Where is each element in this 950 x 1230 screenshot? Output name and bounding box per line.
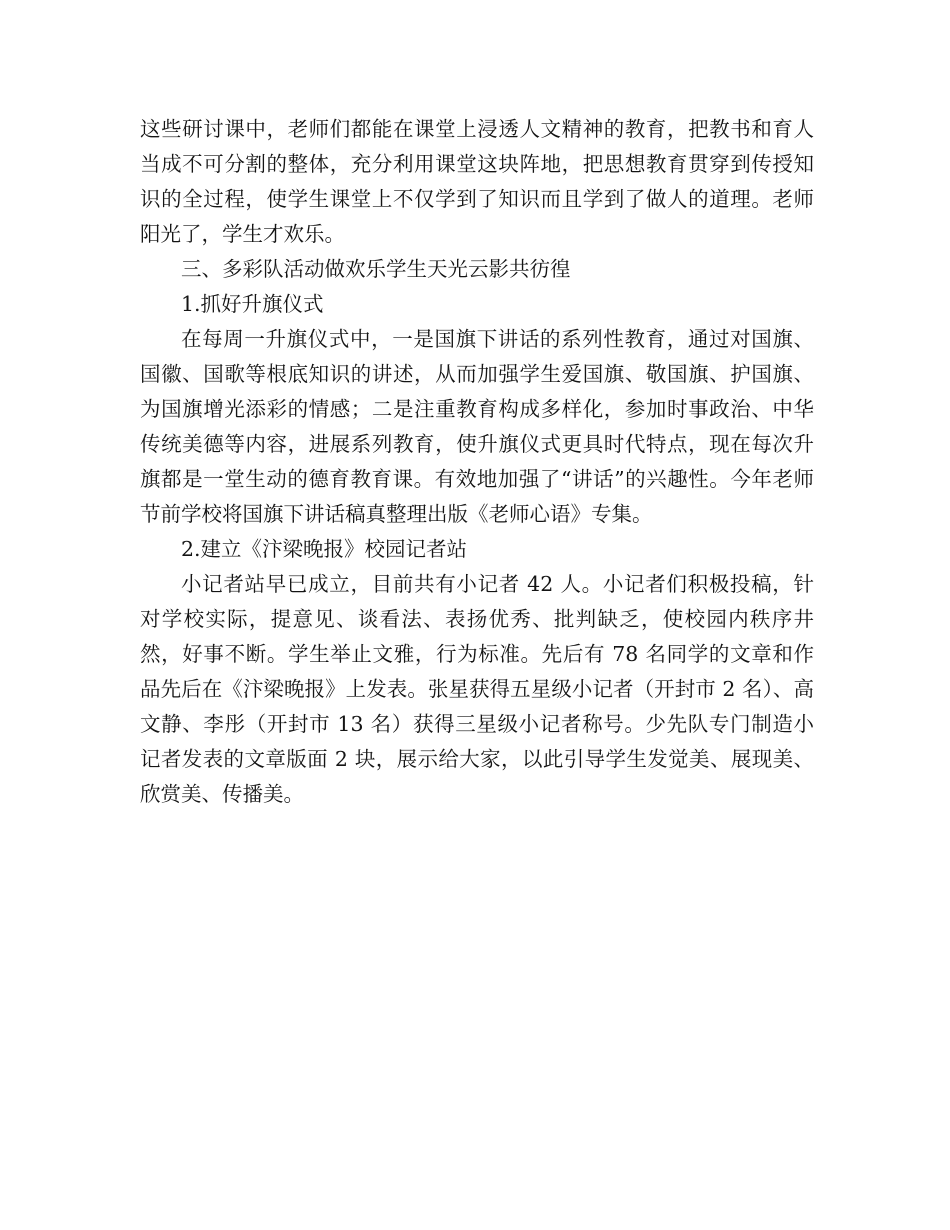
section-heading: 三、多彩队活动做欢乐学生天光云影共彷徨 [181, 257, 571, 281]
subsection-heading-2: 2.建立《汴梁晚报》校园记者站 [181, 537, 468, 561]
document-body [140, 112, 814, 812]
subsection-heading-1: 1.抓好升旗仪式 [181, 292, 324, 316]
paragraph-continued: 这些研讨课中，老师们都能在课堂上浸透人文精神的教育，把教书和育人当成不可分割的整体，充分利用课堂这块阵地，把思想教育贯穿到传授知识的全过程，使学生课堂上不仅学到了知识而且学到了做人的道理。老师阳光了，学生才欢乐。 [140, 117, 814, 246]
paragraph-flag-ceremony: 在每周一升旗仪式中，一是国旗下讲话的系列性教育，通过对国旗、国徽、国歌等根底知识的讲述，从而加强学生爱国旗、敬国旗、护国旗、为国旗增光添彩的情感；二是注重教育构成多样化，参加时事政治、中华传统美德等内容，进展系列教育，使升旗仪式更具时代特点，现在每次升旗都是一堂生动的德育教育课。有效地加强了“讲话”的兴趣性。今年老师节前学校将国旗下讲话稿真整理出版《老师心语》专集。 [140, 327, 814, 526]
paragraph-reporter-station: 小记者站早已成立，目前共有小记者 42 人。小记者们积极投稿，针对学校实际，提意见、谈看法、表扬优秀、批判缺乏，使校园内秩序井然，好事不断。学生举止文雅，行为标准。先后有 78 名同学的文章和作品先后在《汴梁晚报》上发表。张星获得五星级小记者（开封市 2 名）、高文静、李彤（开封市 13 名）获得三星级小记者称号。少先队专门制造小记者发表的文章版面 2 块，展示给大家，以此引导学生发觉美、展现美、欣赏美、传播美。 [140, 572, 814, 806]
